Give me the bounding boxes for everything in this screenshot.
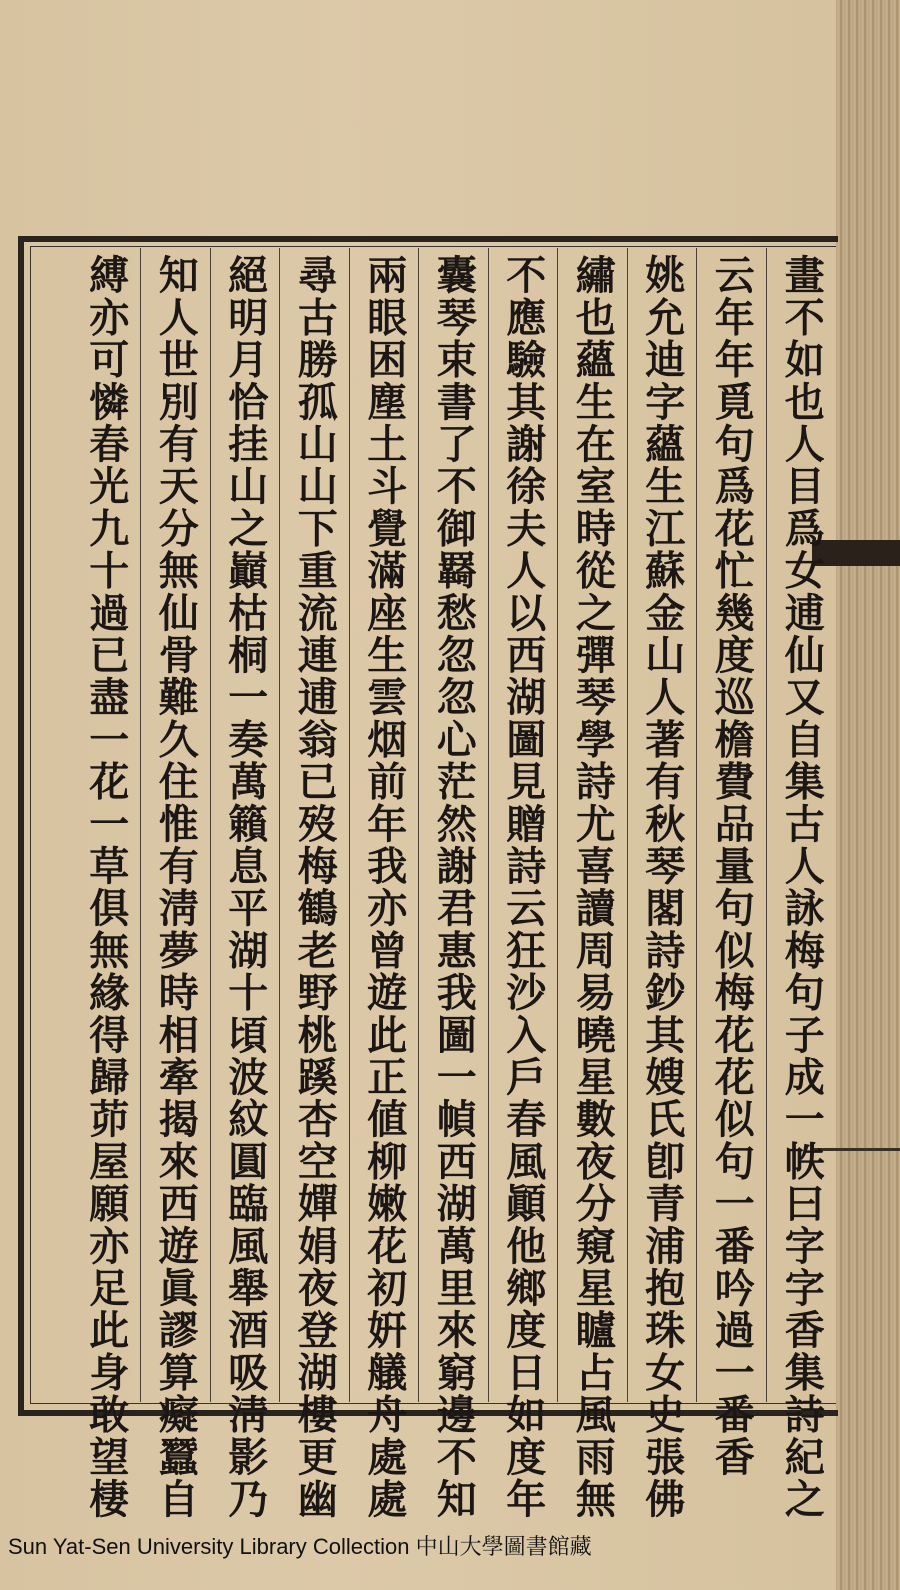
text-column: [419, 248, 489, 1520]
text-column: [72, 248, 142, 1520]
column-text: 兩眼困塵土斗覺滿座生雲烟前年我亦曾遊此正値柳嫩花初姸艤舟處處: [360, 254, 408, 1520]
column-text: 知人世別有天分無仙骨難久住惟有淸夢時相牽揭來西遊眞謬算癡蠶自: [152, 254, 200, 1520]
column-text: 不應驗其謝徐夫人以西湖圖見贈詩云狂沙入戶春風顚他鄉度日如度年: [499, 254, 547, 1520]
column-text: 畫不如也人目爲女逋仙又自集古人詠梅句子成一帙曰字字香集詩紀之: [778, 254, 826, 1520]
text-column: [280, 248, 350, 1520]
collection-caption: Sun Yat-Sen University Library Collection 中山大學圖書館藏: [8, 1534, 592, 1559]
text-column: [350, 248, 420, 1520]
text-column: [697, 248, 767, 1478]
text-column: [628, 248, 698, 1520]
text-column: [767, 248, 837, 1520]
column-text: 姚允迪字蘊生江蘇金山人著有秋琴閣詩鈔其嫂氏卽青浦抱珠女史張佛: [638, 254, 686, 1520]
text-column: [141, 248, 211, 1520]
page-edge: [836, 0, 900, 1590]
column-text: 絕明月恰挂山之巓枯桐一奏萬籟息平湖十頃波紋圓臨風舉酒吸淸影乃: [221, 254, 269, 1520]
text-column: [211, 248, 281, 1520]
column-text: 繡也蘊生在室時從之彈琴學詩尤喜讀周易曉星數夜分窺星矑占風雨無: [569, 254, 617, 1520]
column-text: 尋古勝孤山山下重流連逋翁已歿梅鶴老野桃蹊杏空嬋娟夜登湖樓更幽: [291, 254, 339, 1520]
text-column: [489, 248, 559, 1520]
column-text: 云年年覓句爲花忙幾度巡檐費品量句似梅花花似句一番吟過一番香: [708, 254, 756, 1478]
text-column: [558, 248, 628, 1520]
column-text: 縛亦可憐春光九十過已盡一花一草俱無緣得歸茆屋願亦足此身敢望棲: [82, 254, 130, 1520]
column-text: 囊琴束書了不御羇愁忽忽心茫然謝君惠我圖一幀西湖萬里來窮邊不知: [430, 254, 478, 1520]
text-columns: [30, 248, 836, 1520]
